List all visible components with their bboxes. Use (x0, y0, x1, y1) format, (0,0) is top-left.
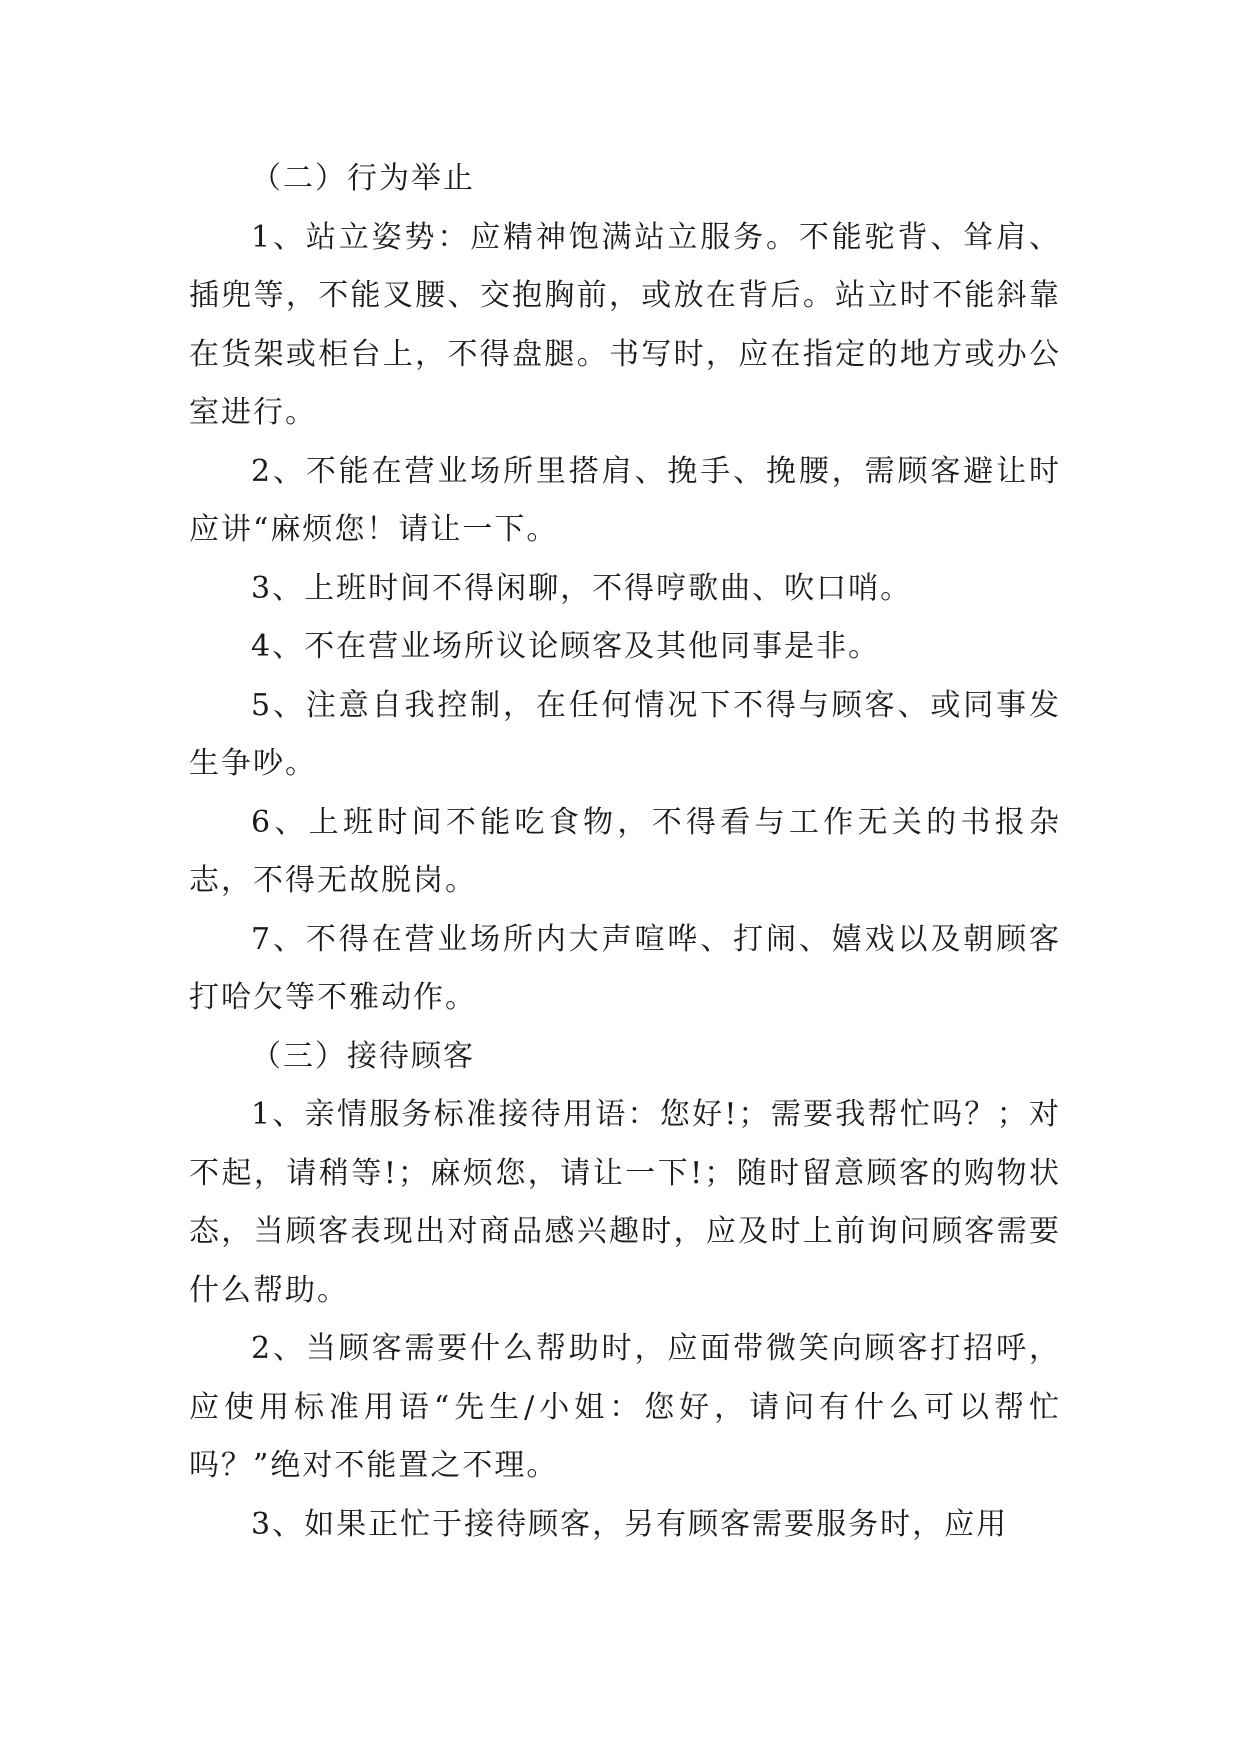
section-heading: （三）接待顾客 (251, 1038, 475, 1074)
document-body (189, 150, 1061, 1554)
paragraph: 2、当顾客需要什么帮助时，应面带微笑向顾客打招呼，应使用标准用语“先生/小姐：您好，请问有什么可以帮忙吗？”绝对不能置之不理。 (189, 1331, 1061, 1483)
paragraph: 4、不在营业场所议论顾客及其他同事是非。 (251, 629, 881, 664)
paragraph: 6、上班时间不能吃食物，不得看与工作无关的书报杂志，不得无故脱岗。 (189, 804, 1061, 898)
paragraph: 3、上班时间不得闲聊，不得哼歌曲、吹口哨。 (251, 570, 913, 606)
section-heading: （二）行为举止 (251, 161, 475, 196)
paragraph: 1、亲情服务标准接待用语：您好!；需要我帮忙吗？；对不起，请稍等!；麻烦您，请让一下!；随时留意顾客的购物状态，当顾客表现出对商品感兴趣时，应及时上前询问顾客需要什么帮助。 (189, 1097, 1061, 1308)
paragraph: 5、注意自我控制，在任何情况下不得与顾客、或同事发生争吵。 (189, 687, 1061, 781)
paragraph: 3、如果正忙于接待顾客，另有顾客需要服务时，应用 (251, 1506, 1009, 1542)
paragraph: 2、不能在营业场所里搭肩、挽手、挽腰，需顾客避让时应讲“麻烦您！请让一下。 (189, 453, 1061, 547)
paragraph: 7、不得在营业场所内大声喧哗、打闹、嬉戏以及朝顾客打哈欠等不雅动作。 (189, 921, 1061, 1015)
paragraph: 1、站立姿势：应精神饱满站立服务。不能驼背、耸肩、插兜等，不能叉腰、交抱胸前，或放在背后。站立时不能斜靠在货架或柜台上，不得盘腿。书写时，应在指定的地方或办公室进行。 (189, 219, 1061, 430)
